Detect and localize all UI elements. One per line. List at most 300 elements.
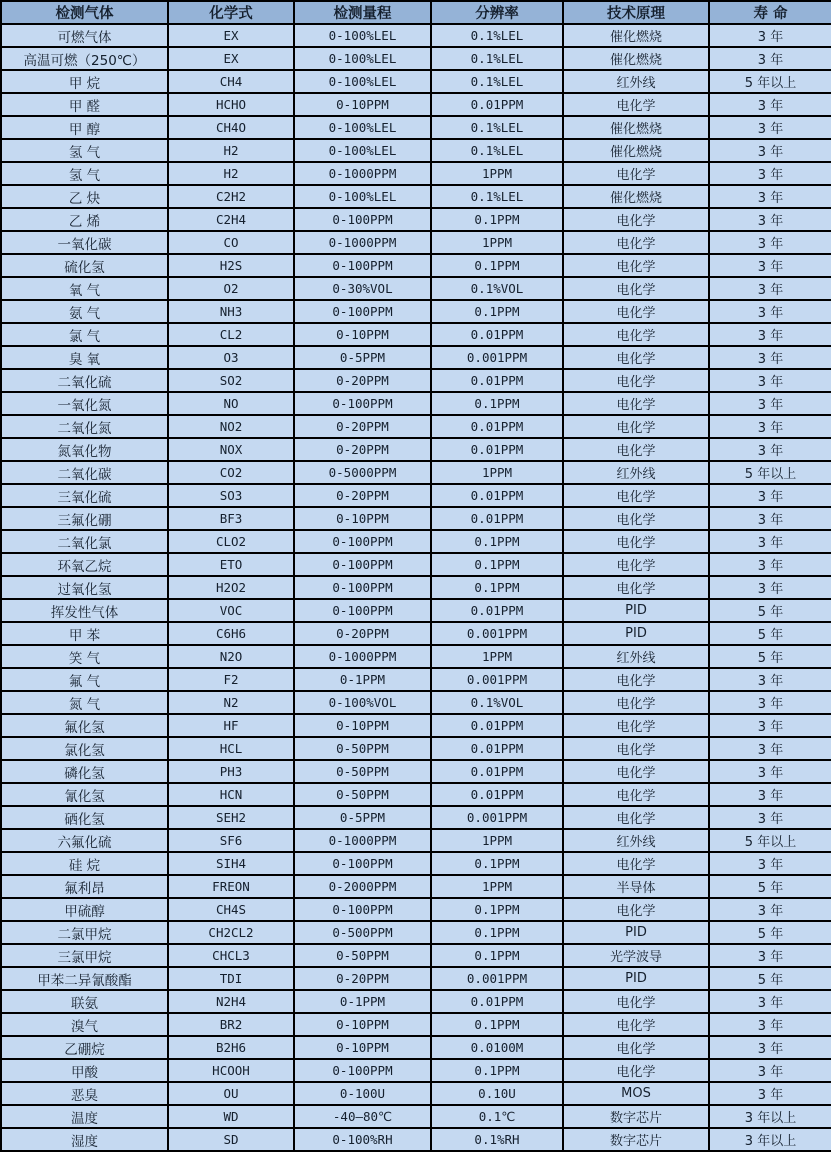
- table-cell: N2: [168, 691, 294, 714]
- table-cell: CL2: [168, 323, 294, 346]
- table-cell: 0.1PPM: [431, 254, 563, 277]
- table-cell: 0-1000PPM: [294, 231, 431, 254]
- table-cell: 5 年以上: [709, 70, 831, 93]
- table-cell: 3 年: [709, 1013, 831, 1036]
- table-cell: OU: [168, 1082, 294, 1105]
- table-cell: 5 年以上: [709, 461, 831, 484]
- table-cell: 三氧化硫: [1, 484, 168, 507]
- table-cell: 3 年: [709, 507, 831, 530]
- table-cell: 电化学: [563, 507, 709, 530]
- table-cell: 0.01PPM: [431, 714, 563, 737]
- table-cell: 甲 醛: [1, 93, 168, 116]
- table-row: [1, 898, 831, 921]
- table-row: [1, 231, 831, 254]
- table-cell: 0-500PPM: [294, 921, 431, 944]
- table-cell: 磷化氢: [1, 760, 168, 783]
- table-cell: SO3: [168, 484, 294, 507]
- table-cell: 3 年: [709, 944, 831, 967]
- table-cell: 氰化氢: [1, 783, 168, 806]
- table-cell: BF3: [168, 507, 294, 530]
- table-cell: 电化学: [563, 231, 709, 254]
- table-cell: 0.1%LEL: [431, 139, 563, 162]
- table-cell: 0-100%LEL: [294, 70, 431, 93]
- table-cell: 电化学: [563, 898, 709, 921]
- table-cell: 0.001PPM: [431, 346, 563, 369]
- table-cell: BR2: [168, 1013, 294, 1036]
- table-cell: NOX: [168, 438, 294, 461]
- table-cell: 0.1PPM: [431, 898, 563, 921]
- table-cell: 3 年: [709, 990, 831, 1013]
- table-cell: 5 年以上: [709, 829, 831, 852]
- table-cell: 半导体: [563, 875, 709, 898]
- table-cell: F2: [168, 668, 294, 691]
- table-row: [1, 714, 831, 737]
- table-cell: 0-50PPM: [294, 737, 431, 760]
- table-cell: 0.01PPM: [431, 783, 563, 806]
- table-cell: TDI: [168, 967, 294, 990]
- table-cell: EX: [168, 47, 294, 70]
- table-cell: 氢 气: [1, 139, 168, 162]
- table-cell: 3 年: [709, 139, 831, 162]
- table-cell: 恶臭: [1, 1082, 168, 1105]
- table-cell: 3 年: [709, 162, 831, 185]
- table-row: [1, 737, 831, 760]
- table-cell: 0-5000PPM: [294, 461, 431, 484]
- table-cell: 催化燃烧: [563, 185, 709, 208]
- table-cell: 3 年: [709, 323, 831, 346]
- table-cell: CH4S: [168, 898, 294, 921]
- table-cell: SO2: [168, 369, 294, 392]
- table-cell: 0-100%RH: [294, 1128, 431, 1151]
- table-cell: 0.1PPM: [431, 944, 563, 967]
- table-row: [1, 829, 831, 852]
- table-row: [1, 691, 831, 714]
- table-cell: SF6: [168, 829, 294, 852]
- table-cell: 0-10PPM: [294, 1013, 431, 1036]
- table-cell: 电化学: [563, 737, 709, 760]
- table-cell: 二氧化氯: [1, 530, 168, 553]
- table-cell: 3 年: [709, 484, 831, 507]
- table-cell: 一氧化氮: [1, 392, 168, 415]
- table-cell: 3 年以上: [709, 1105, 831, 1128]
- table-cell: 二氧化氮: [1, 415, 168, 438]
- table-cell: 3 年: [709, 277, 831, 300]
- table-cell: SD: [168, 1128, 294, 1151]
- table-cell: 0.1PPM: [431, 208, 563, 231]
- table-cell: 二氧化硫: [1, 369, 168, 392]
- table-cell: 电化学: [563, 806, 709, 829]
- table-cell: HCHO: [168, 93, 294, 116]
- table-cell: 0-10PPM: [294, 323, 431, 346]
- table-row: [1, 346, 831, 369]
- table-cell: 0-50PPM: [294, 783, 431, 806]
- table-cell: WD: [168, 1105, 294, 1128]
- table-cell: 1PPM: [431, 875, 563, 898]
- table-row: [1, 70, 831, 93]
- table-cell: 0.01PPM: [431, 507, 563, 530]
- table-cell: 0-100%LEL: [294, 185, 431, 208]
- table-cell: 5 年: [709, 875, 831, 898]
- table-cell: 5 年: [709, 599, 831, 622]
- table-cell: 1PPM: [431, 829, 563, 852]
- table-cell: 3 年: [709, 737, 831, 760]
- table-cell: 电化学: [563, 369, 709, 392]
- table-cell: 电化学: [563, 760, 709, 783]
- table-body: [1, 24, 831, 1151]
- table-cell: 0-100PPM: [294, 1059, 431, 1082]
- table-cell: 0.01PPM: [431, 438, 563, 461]
- table-row: [1, 576, 831, 599]
- table-cell: 电化学: [563, 1013, 709, 1036]
- table-cell: 3 年: [709, 1082, 831, 1105]
- table-cell: 0.1%LEL: [431, 70, 563, 93]
- table-cell: 0-1PPM: [294, 990, 431, 1013]
- table-cell: 电化学: [563, 576, 709, 599]
- table-cell: 0.001PPM: [431, 622, 563, 645]
- table-cell: 0-20PPM: [294, 369, 431, 392]
- table-cell: 3 年: [709, 1036, 831, 1059]
- table-cell: CHCL3: [168, 944, 294, 967]
- table-cell: 0-100PPM: [294, 852, 431, 875]
- table-row: [1, 1013, 831, 1036]
- table-row: [1, 1105, 831, 1128]
- column-header-4: 分辨率: [431, 1, 563, 24]
- table-cell: 5 年: [709, 645, 831, 668]
- table-cell: 电化学: [563, 93, 709, 116]
- table-cell: 电化学: [563, 254, 709, 277]
- table-cell: 3 年: [709, 369, 831, 392]
- table-header: [1, 1, 831, 24]
- table-cell: H2O2: [168, 576, 294, 599]
- table-cell: VOC: [168, 599, 294, 622]
- table-row: [1, 1059, 831, 1082]
- table-cell: 电化学: [563, 323, 709, 346]
- table-row: [1, 668, 831, 691]
- table-cell: 0.1PPM: [431, 530, 563, 553]
- column-header-6: 寿 命: [709, 1, 831, 24]
- table-cell: 3 年: [709, 691, 831, 714]
- table-cell: 3 年以上: [709, 1128, 831, 1151]
- table-cell: 电化学: [563, 392, 709, 415]
- table-cell: 0-2000PPM: [294, 875, 431, 898]
- table-cell: 0.1PPM: [431, 1059, 563, 1082]
- table-row: [1, 806, 831, 829]
- table-cell: ETO: [168, 553, 294, 576]
- table-cell: 甲 烷: [1, 70, 168, 93]
- table-cell: 电化学: [563, 530, 709, 553]
- table-cell: 二氧化碳: [1, 461, 168, 484]
- table-cell: 湿度: [1, 1128, 168, 1151]
- table-row: [1, 783, 831, 806]
- table-cell: NH3: [168, 300, 294, 323]
- table-cell: N2O: [168, 645, 294, 668]
- table-cell: 3 年: [709, 668, 831, 691]
- table-cell: 0-5PPM: [294, 346, 431, 369]
- table-cell: 氯化氢: [1, 737, 168, 760]
- table-cell: O3: [168, 346, 294, 369]
- table-cell: 氢 气: [1, 162, 168, 185]
- table-header-row: [1, 1, 831, 24]
- table-cell: 电化学: [563, 415, 709, 438]
- table-cell: 0.1%VOL: [431, 277, 563, 300]
- column-header-2: 化学式: [168, 1, 294, 24]
- table-cell: 5 年: [709, 967, 831, 990]
- table-cell: SIH4: [168, 852, 294, 875]
- table-cell: H2: [168, 162, 294, 185]
- column-header-1: 检测气体: [1, 1, 168, 24]
- table-cell: 3 年: [709, 783, 831, 806]
- table-cell: 甲硫醇: [1, 898, 168, 921]
- table-cell: 氯 气: [1, 323, 168, 346]
- table-cell: 甲 苯: [1, 622, 168, 645]
- table-cell: PH3: [168, 760, 294, 783]
- table-cell: 0-20PPM: [294, 484, 431, 507]
- table-cell: 3 年: [709, 300, 831, 323]
- table-cell: 环氧乙烷: [1, 553, 168, 576]
- table-cell: 硅 烷: [1, 852, 168, 875]
- table-cell: 0.001PPM: [431, 668, 563, 691]
- table-cell: 0.01PPM: [431, 323, 563, 346]
- table-row: [1, 1082, 831, 1105]
- table-cell: 0-1000PPM: [294, 645, 431, 668]
- table-cell: 0.1PPM: [431, 553, 563, 576]
- table-cell: 0.01PPM: [431, 990, 563, 1013]
- table-cell: 3 年: [709, 254, 831, 277]
- table-cell: 0-20PPM: [294, 967, 431, 990]
- table-cell: 3 年: [709, 116, 831, 139]
- table-cell: 5 年: [709, 622, 831, 645]
- table-cell: 0.01PPM: [431, 415, 563, 438]
- table-cell: O2: [168, 277, 294, 300]
- table-cell: 臭 氧: [1, 346, 168, 369]
- table-cell: 0-100PPM: [294, 898, 431, 921]
- table-cell: 0-20PPM: [294, 415, 431, 438]
- table-row: [1, 760, 831, 783]
- table-cell: C2H4: [168, 208, 294, 231]
- table-cell: 0.001PPM: [431, 806, 563, 829]
- table-cell: 硫化氢: [1, 254, 168, 277]
- table-cell: 氧 气: [1, 277, 168, 300]
- table-row: [1, 599, 831, 622]
- table-cell: 电化学: [563, 1036, 709, 1059]
- table-row: [1, 622, 831, 645]
- table-cell: 3 年: [709, 24, 831, 47]
- table-cell: 氨 气: [1, 300, 168, 323]
- table-cell: 催化燃烧: [563, 47, 709, 70]
- table-cell: CH4O: [168, 116, 294, 139]
- table-cell: H2: [168, 139, 294, 162]
- table-cell: 氟 气: [1, 668, 168, 691]
- table-cell: 红外线: [563, 461, 709, 484]
- table-cell: 0-1000PPM: [294, 829, 431, 852]
- table-cell: CH4: [168, 70, 294, 93]
- table-cell: 电化学: [563, 553, 709, 576]
- table-row: [1, 507, 831, 530]
- table-cell: 0-100%LEL: [294, 47, 431, 70]
- table-cell: 0.1PPM: [431, 1013, 563, 1036]
- table-cell: CO: [168, 231, 294, 254]
- table-cell: 0.1PPM: [431, 392, 563, 415]
- table-cell: 0-100PPM: [294, 576, 431, 599]
- table-cell: 3 年: [709, 93, 831, 116]
- table-cell: 0-10PPM: [294, 714, 431, 737]
- table-cell: 甲苯二异氰酸酯: [1, 967, 168, 990]
- table-cell: 氟化氢: [1, 714, 168, 737]
- table-row: [1, 254, 831, 277]
- table-row: [1, 484, 831, 507]
- table-cell: 0.1PPM: [431, 300, 563, 323]
- table-cell: 0.1%LEL: [431, 24, 563, 47]
- table-cell: 0-100PPM: [294, 208, 431, 231]
- table-cell: 3 年: [709, 898, 831, 921]
- table-row: [1, 208, 831, 231]
- table-cell: 电化学: [563, 783, 709, 806]
- table-cell: 3 年: [709, 714, 831, 737]
- table-cell: HCN: [168, 783, 294, 806]
- table-cell: 电化学: [563, 691, 709, 714]
- table-cell: H2S: [168, 254, 294, 277]
- table-cell: 电化学: [563, 852, 709, 875]
- table-cell: 温度: [1, 1105, 168, 1128]
- table-cell: 三氟化硼: [1, 507, 168, 530]
- table-cell: 0.0100M: [431, 1036, 563, 1059]
- table-row: [1, 852, 831, 875]
- table-cell: 0-30%VOL: [294, 277, 431, 300]
- table-cell: 二氯甲烷: [1, 921, 168, 944]
- table-cell: 0-100PPM: [294, 392, 431, 415]
- table-row: [1, 392, 831, 415]
- table-cell: 电化学: [563, 162, 709, 185]
- table-cell: 一氧化碳: [1, 231, 168, 254]
- column-header-5: 技术原理: [563, 1, 709, 24]
- table-cell: 0.01PPM: [431, 484, 563, 507]
- table-cell: 联氨: [1, 990, 168, 1013]
- table-cell: FREON: [168, 875, 294, 898]
- table-row: [1, 139, 831, 162]
- table-cell: 0-100PPM: [294, 553, 431, 576]
- table-cell: 0-10PPM: [294, 93, 431, 116]
- table-cell: 0.1PPM: [431, 852, 563, 875]
- table-cell: 笑 气: [1, 645, 168, 668]
- table-cell: 5 年: [709, 921, 831, 944]
- table-cell: 0.1%VOL: [431, 691, 563, 714]
- table-row: [1, 323, 831, 346]
- table-cell: 3 年: [709, 346, 831, 369]
- table-cell: 甲酸: [1, 1059, 168, 1082]
- table-cell: 0.01PPM: [431, 93, 563, 116]
- table-cell: HF: [168, 714, 294, 737]
- table-cell: 催化燃烧: [563, 24, 709, 47]
- table-cell: 0-100%LEL: [294, 139, 431, 162]
- table-cell: CH2CL2: [168, 921, 294, 944]
- table-cell: 乙硼烷: [1, 1036, 168, 1059]
- table-cell: 3 年: [709, 185, 831, 208]
- table-cell: 0.01PPM: [431, 369, 563, 392]
- table-cell: 电化学: [563, 1059, 709, 1082]
- table-cell: 0-100%VOL: [294, 691, 431, 714]
- table-cell: 电化学: [563, 346, 709, 369]
- table-cell: 电化学: [563, 668, 709, 691]
- table-cell: 1PPM: [431, 162, 563, 185]
- table-row: [1, 47, 831, 70]
- table-cell: MOS: [563, 1082, 709, 1105]
- table-cell: 0-20PPM: [294, 438, 431, 461]
- table-cell: 电化学: [563, 208, 709, 231]
- table-cell: 0-100%LEL: [294, 116, 431, 139]
- table-cell: 3 年: [709, 760, 831, 783]
- table-row: [1, 921, 831, 944]
- table-row: [1, 944, 831, 967]
- table-cell: 数字芯片: [563, 1105, 709, 1128]
- table-cell: EX: [168, 24, 294, 47]
- table-row: [1, 24, 831, 47]
- table-cell: 0-100PPM: [294, 599, 431, 622]
- table-row: [1, 415, 831, 438]
- table-cell: 0.01PPM: [431, 737, 563, 760]
- table-cell: 0-50PPM: [294, 944, 431, 967]
- table-row: [1, 300, 831, 323]
- table-cell: SEH2: [168, 806, 294, 829]
- table-row: [1, 967, 831, 990]
- table-cell: 3 年: [709, 530, 831, 553]
- table-cell: 1PPM: [431, 461, 563, 484]
- table-cell: C2H2: [168, 185, 294, 208]
- table-row: [1, 875, 831, 898]
- table-cell: PID: [563, 599, 709, 622]
- table-cell: 3 年: [709, 415, 831, 438]
- table-cell: 0.001PPM: [431, 967, 563, 990]
- table-cell: 0.1℃: [431, 1105, 563, 1128]
- table-cell: B2H6: [168, 1036, 294, 1059]
- table-cell: 六氟化硫: [1, 829, 168, 852]
- table-cell: 三氯甲烷: [1, 944, 168, 967]
- table-cell: 甲 醇: [1, 116, 168, 139]
- table-cell: 3 年: [709, 47, 831, 70]
- table-cell: 0-100PPM: [294, 254, 431, 277]
- table-cell: NO2: [168, 415, 294, 438]
- table-row: [1, 461, 831, 484]
- table-row: [1, 116, 831, 139]
- table-cell: 光学波导: [563, 944, 709, 967]
- table-cell: 硒化氢: [1, 806, 168, 829]
- table-cell: 挥发性气体: [1, 599, 168, 622]
- table-row: [1, 530, 831, 553]
- table-cell: CO2: [168, 461, 294, 484]
- table-cell: 氮氧化物: [1, 438, 168, 461]
- table-cell: 乙 烯: [1, 208, 168, 231]
- table-cell: 0.1PPM: [431, 921, 563, 944]
- table-row: [1, 1036, 831, 1059]
- table-cell: 0.1%LEL: [431, 185, 563, 208]
- table-cell: 0.1PPM: [431, 576, 563, 599]
- table-cell: 3 年: [709, 392, 831, 415]
- table-cell: 0-1000PPM: [294, 162, 431, 185]
- table-cell: 0-100PPM: [294, 530, 431, 553]
- table-cell: HCOOH: [168, 1059, 294, 1082]
- table-cell: 催化燃烧: [563, 139, 709, 162]
- table-row: [1, 277, 831, 300]
- table-row: [1, 553, 831, 576]
- table-row: [1, 93, 831, 116]
- table-cell: 0-100U: [294, 1082, 431, 1105]
- table-cell: CLO2: [168, 530, 294, 553]
- table-cell: 电化学: [563, 300, 709, 323]
- table-cell: 电化学: [563, 714, 709, 737]
- table-row: [1, 438, 831, 461]
- table-cell: 0-5PPM: [294, 806, 431, 829]
- table-cell: PID: [563, 622, 709, 645]
- table-cell: HCL: [168, 737, 294, 760]
